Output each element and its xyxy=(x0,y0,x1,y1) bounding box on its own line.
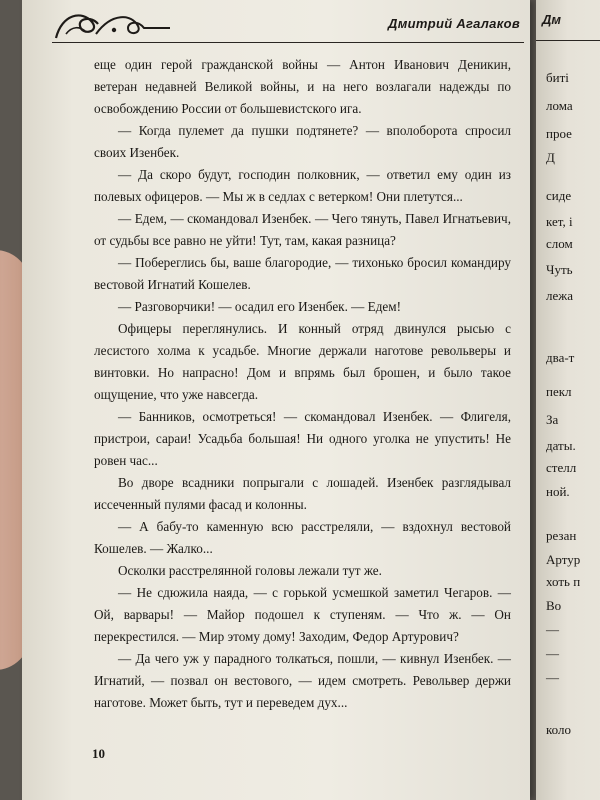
text-fragment: биті xyxy=(546,70,569,85)
text-fragment: пекл xyxy=(546,384,572,399)
book-page-right xyxy=(536,0,600,800)
text-fragment: даты. xyxy=(546,438,576,453)
text-fragment: хоть п xyxy=(546,574,581,589)
text-fragment: Во xyxy=(546,598,562,613)
paragraph: — Не сдюжила наяда, — с горькой усмешкой заметил Чегаров. — Ой, варвары! — Майор подошел к ступеням. — Что ж. — Он перекрестился. — Мир этому дому! Заходим, Федор Артурович? xyxy=(94,585,511,644)
text-fragment: За xyxy=(546,412,559,427)
text-fragment: два-т xyxy=(546,350,575,365)
book-page-left xyxy=(22,0,530,800)
page-number: 10 xyxy=(92,746,105,761)
text-fragment: — xyxy=(546,646,559,661)
paragraph: Офицеры переглянулись. И конный отряд двинулся рысью с лесистого холма к усадьбе. Многие держали наготове револьверы и винтовки. Но напрасно! Дом и впрямь был брошен, и было такое ощущение, что уже навсегда. xyxy=(94,321,511,402)
text-fragment: — xyxy=(546,670,559,685)
paragraph: — А бабу-то каменную всю расстреляли, — вздохнул вестовой Кошелев. — Жалко... xyxy=(94,519,511,556)
text-fragment: резан xyxy=(546,528,577,543)
running-title: Дмитрий Агалаков xyxy=(388,16,520,31)
paragraph: — Разговорчики! — осадил его Изенбек. — Едем! xyxy=(118,299,402,314)
text-fragment: слом xyxy=(546,236,573,251)
text-fragment: стелл xyxy=(546,460,577,475)
text-fragment: прое xyxy=(546,126,572,141)
paragraph: — Побереглись бы, ваше благородие, — тихонько бросил командиру вестовой Игнатий Кошелев. xyxy=(94,255,511,292)
paragraph: Осколки расстрелянной головы лежали тут же. xyxy=(118,563,382,578)
paragraph: еще один герой гражданской войны — Антон Иванович Деникин, ветеран недавней Великой войны, и на него возлагали надежды по освобождению России от большевистского ига. xyxy=(94,57,511,116)
text-fragment: кет, і xyxy=(546,214,573,229)
ornament-icon xyxy=(52,4,172,42)
text-fragment: Д xyxy=(546,150,555,165)
paragraph: Во дворе всадники попрыгали с лошадей. Изенбек разглядывал иссеченный пулями фасад и колонны. xyxy=(94,475,511,512)
text-fragment: коло xyxy=(546,722,571,737)
page-body xyxy=(94,54,511,714)
header-rule xyxy=(536,40,600,41)
running-title-fragment: Дм xyxy=(542,12,562,27)
text-fragment: ной. xyxy=(546,484,570,499)
text-fragment: лежа xyxy=(546,288,574,303)
text-fragment: лома xyxy=(546,98,573,113)
text-fragment: сиде xyxy=(546,188,572,203)
paragraph: — Едем, — скомандовал Изенбек. — Чего тянуть, Павел Игнатьевич, от судьбы все равно не уйти! Тут, там, какая разница? xyxy=(94,211,511,248)
text-fragment: Чуть xyxy=(546,262,573,277)
page-header xyxy=(52,6,524,43)
paragraph: — Когда пулемет да пушки подтянете? — вполоборота спросил своих Изенбек. xyxy=(94,123,511,160)
paragraph: — Да чего уж у парадного толкаться, пошли, — кивнул Изенбек. — Игнатий, — позвал он вестового, — идем смотреть. Револьвер держи наготове. Может быть, тут и переведем дух... xyxy=(94,651,511,710)
text-fragment: — xyxy=(546,622,559,637)
text-fragment: Артур xyxy=(546,552,581,567)
paragraph: — Банников, осмотреться! — скомандовал Изенбек. — Флигеля, пристрои, сараи! Усадьба большая! Ни одного уголка не упустить! Не ровен час... xyxy=(94,409,511,468)
paragraph: — Да скоро будут, господин полковник, — ответил ему один из полевых офицеров. — Мы ж в седлах с ветерком! Они плетутся... xyxy=(94,167,511,204)
